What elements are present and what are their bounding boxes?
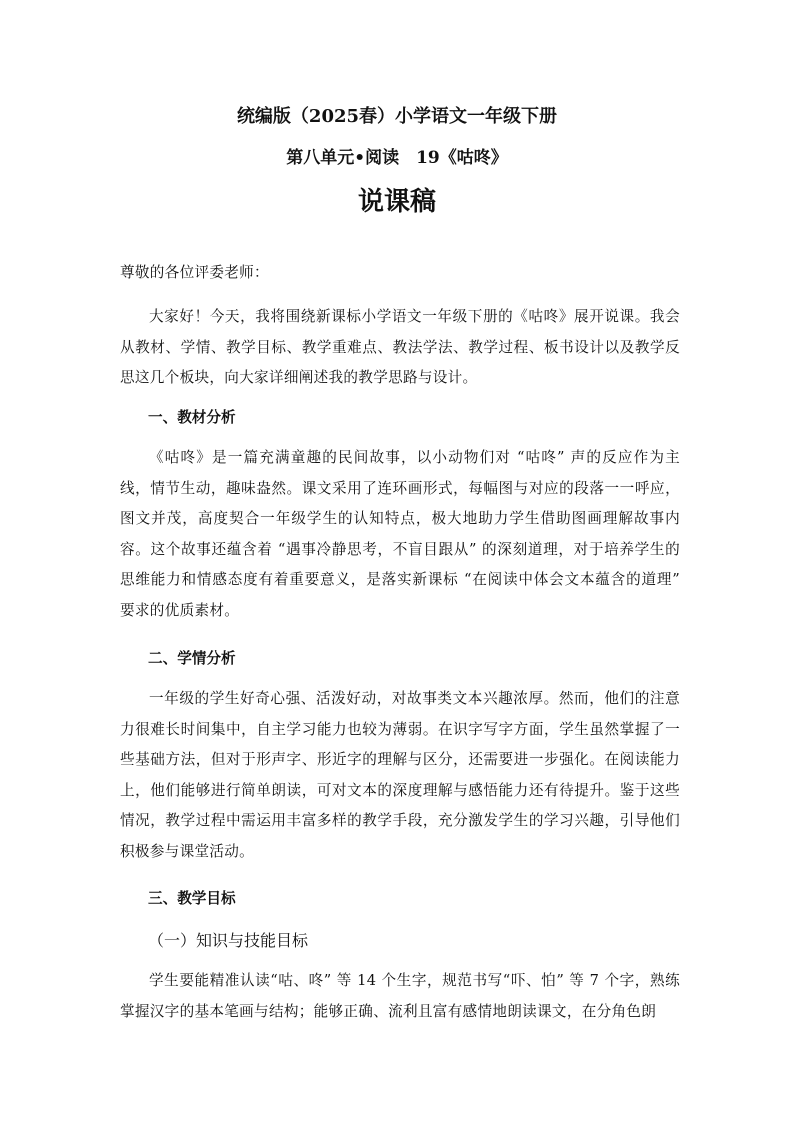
document-title-unit: 第八单元•阅读 19《咕咚》 bbox=[286, 148, 508, 168]
knowledge-skill-goals-paragraph: 学生要能精准认读“咕、咚” 等 14 个生字，规范书写“吓、怕” 等 7 个字，熟练掌握汉字的基本笔画与结构；能够正确、流利且富有感情地朗读课文，在分角色朗 bbox=[120, 972, 680, 1020]
section-heading-teaching-goals: 三、教学目标 bbox=[148, 890, 236, 907]
textbook-analysis-paragraph: 《咕咚》是一篇充满童趣的民间故事，以小动物们对 “咕咚” 声的反应作为主线，情节生动，趣味盎然。课文采用了连环画形式，每幅图与对应的段落一一呼应，图文并茂，高度契合一年级学生的认知特点，极大地助力学生借助图画理解故事内容。这个故事还蕴含着 “遇事冷静思考，不盲目跟从” 的深刻道理，对于培养学生的思维能力和情感态度有着重要意义，是落实新课标 “在阅读中体会文本蕴含的道理” 要求的优质素材。 bbox=[120, 449, 680, 619]
document-title-textbook: 统编版（2025春）小学语文一年级下册 bbox=[236, 106, 558, 127]
section-heading-student-analysis: 二、学情分析 bbox=[148, 650, 236, 667]
subheading-knowledge-skill-goals: （一）知识与技能目标 bbox=[148, 931, 309, 950]
student-analysis-paragraph: 一年级的学生好奇心强、活泼好动，对故事类文本兴趣浓厚。然而，他们的注意力很难长时间集中，自主学习能力也较为薄弱。在识字写字方面，学生虽然掌握了一些基础方法，但对于形声字、形近字的理解与区分，还需要进一步强化。在阅读能力上，他们能够进行简单朗读，可对文本的深度理解与感悟能力还有待提升。鉴于这些情况，教学过程中需运用丰富多样的教学手段，充分激发学生的学习兴趣，引导他们积极参与课堂活动。 bbox=[120, 690, 680, 860]
salutation-paragraph: 尊敬的各位评委老师： bbox=[120, 264, 269, 281]
document-title-main: 说课稿 bbox=[357, 187, 436, 217]
intro-paragraph: 大家好！今天，我将围绕新课标小学语文一年级下册的《咕咚》展开说课。我会从教材、学情、教学目标、教学重难点、教法学法、教学过程、板书设计以及教学反思这几个板块，向大家详细阐述我的教学思路与设计。 bbox=[120, 308, 680, 386]
section-heading-textbook-analysis: 一、教材分析 bbox=[148, 409, 236, 426]
